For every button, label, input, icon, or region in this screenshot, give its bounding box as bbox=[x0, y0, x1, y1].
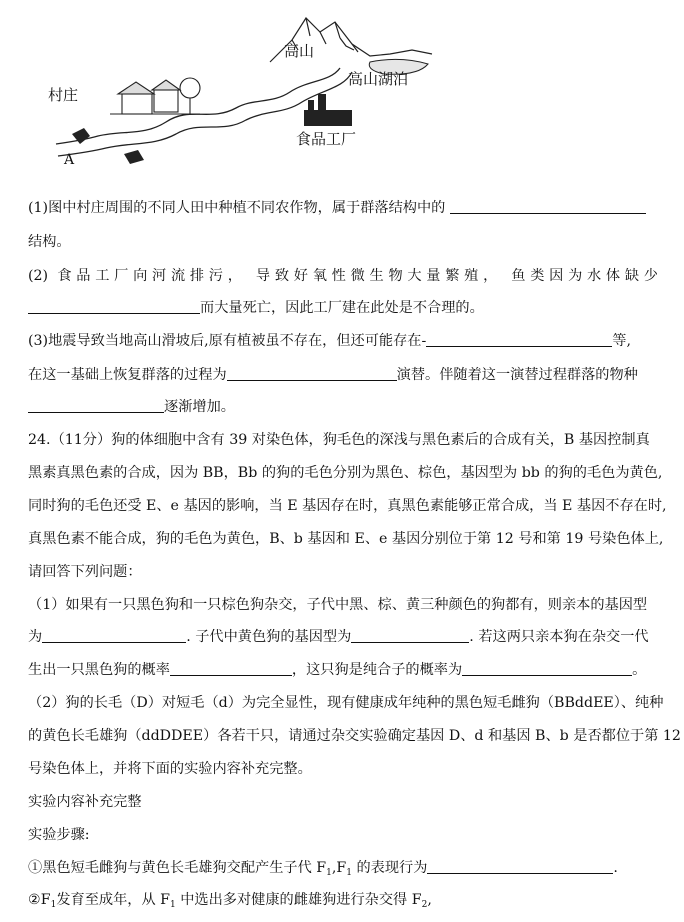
q1-line2: 结构。 bbox=[28, 234, 71, 250]
q24-p1-line2: 为 . 子代中黄色狗的基因型为 . 若这两只亲本狗在杂交一代 bbox=[28, 629, 649, 645]
village-label: 村庄 bbox=[48, 86, 79, 104]
answer-blank-f1-phenotype[interactable] bbox=[427, 859, 613, 874]
answer-blank-q3a[interactable] bbox=[426, 332, 612, 347]
q3-line1: (3)地震导致当地高山滑坡后,原有植被虽不存在，但还可能存在- 等, bbox=[28, 333, 631, 349]
answer-blank-q3c[interactable] bbox=[28, 398, 164, 413]
steps-title: 实验步骤: bbox=[28, 827, 90, 843]
factory-label: 食品工厂 bbox=[296, 130, 357, 148]
answer-blank-black-probability[interactable] bbox=[170, 661, 292, 676]
answer-blank-q3b[interactable] bbox=[227, 366, 397, 381]
q24-p1-line1: （1）如果有一只黑色狗和一只棕色狗杂交，子代中黑、棕、黄三种颜色的狗都有，则亲本的基因型 bbox=[28, 597, 648, 613]
experiment-title: 实验内容补充完整 bbox=[28, 794, 142, 810]
answer-blank-homozygous-probability[interactable] bbox=[462, 661, 632, 676]
point-a-label: A bbox=[64, 152, 75, 168]
q24-intro-line1: 24.（11分）狗的体细胞中含有 39 对染色体，狗毛色的深浅与黑色素后的合成有关，B 基因控制真 bbox=[28, 432, 650, 448]
answer-blank-q2[interactable] bbox=[28, 299, 200, 314]
q24-intro-line3: 同时狗的毛色还受 E、e 基因的影响，当 E 基因存在时，真黑色素能够正常合成，当 E 基因不存在时, bbox=[28, 498, 667, 514]
landscape-figure bbox=[40, 10, 440, 170]
q24-intro-line2: 黑素真黑色素的合成，因为 BB，Bb 的狗的毛色分别为黑色、棕色，基因型为 bb 的狗的毛色为黄色, bbox=[28, 465, 663, 481]
lake-label: 高山湖泊 bbox=[348, 70, 409, 88]
step-1: ①黑色短毛雌狗与黄色长毛雄狗交配产生子代 $F_1,F_1$ 的表现行为 . bbox=[28, 860, 618, 878]
point-a-marker bbox=[72, 128, 144, 164]
q3-line3: 逐渐增加。 bbox=[28, 397, 235, 417]
answer-blank-parent-genotype[interactable] bbox=[42, 628, 186, 643]
q2-line2: 而大量死亡，因此工厂建在此处是不合理的。 bbox=[28, 298, 484, 318]
step-2: $②F_1$发育至成年，从 $F_1$ 中选出多对健康的雌雄狗进行杂交得 $F_2$, bbox=[28, 892, 432, 910]
q24-intro-line4: 真黑色素不能合成，狗的毛色为黄色，B、b 基因和 E、e 基因分别位于第 12 号和第 19 号染色体上, bbox=[28, 531, 664, 547]
q24-p2-line2: 的黄色长毛雄狗（ddDDEE）各若干只，请通过杂交实验确定基因 D、d 和基因 B、b 是否都位于第 12 bbox=[28, 728, 681, 744]
q24-p2-line3: 号染色体上，并将下面的实验内容补充完整。 bbox=[28, 761, 312, 777]
mountain-label: 高山 bbox=[284, 42, 315, 60]
q3-line2: 在这一基础上恢复群落的过程为 演替。伴随着这一演替过程群落的物种 bbox=[28, 367, 638, 383]
factory-illustration bbox=[304, 94, 352, 126]
q24-p2-line1: （2）狗的长毛（D）对短毛（d）为完全显性，现有健康成年纯种的黑色短毛雌狗（BBddEE）、纯种 bbox=[28, 695, 664, 711]
q1-line1: (1)图中村庄周围的不同人田中种植不同农作物，属于群落结构中的 bbox=[28, 198, 646, 218]
q2-line1: (2) 食品工厂向河流排污， 导致好氧性微生物大量繁殖， 鱼类因为水体缺少 bbox=[28, 268, 658, 284]
answer-blank-q1[interactable] bbox=[450, 199, 646, 214]
q24-intro-line5: 请回答下列问题： bbox=[28, 564, 142, 580]
q24-p1-line3: 生出一只黑色狗的概率 ，这只狗是纯合子的概率为 。 bbox=[28, 662, 647, 678]
answer-blank-yellow-genotype[interactable] bbox=[351, 628, 469, 643]
village-illustration bbox=[110, 78, 200, 114]
